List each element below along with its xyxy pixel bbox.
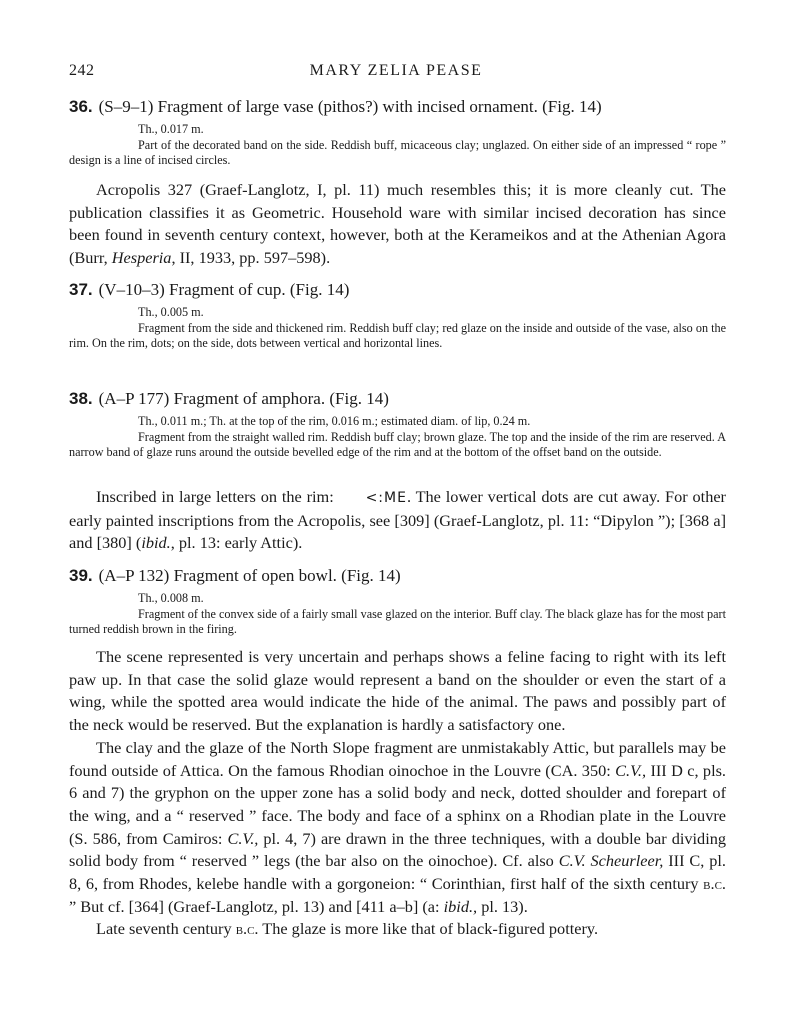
entry-36-comment-part1: Acropolis 327 (Graef-Langlotz, I, pl. 11) much resembles this; it is more cleanly cut. The publication classifies it as Geometric. Household ware with similar incised decoration has since been found in seventh century context, however, both at the Kerameikos and at the Athenian Agora (Burr,	[69, 180, 726, 268]
p2-cv-ref-1: C.V.,	[615, 760, 647, 780]
entry-39-thickness: Th., 0.008 m.	[138, 591, 204, 605]
entry-37-thickness: Th., 0.005 m.	[138, 305, 204, 319]
entry-36-details	[69, 122, 726, 169]
entry-39-paragraph-2	[69, 737, 726, 919]
entry-37-details	[69, 305, 726, 352]
p2-cv-ref-2: C.V.,	[227, 828, 259, 848]
entry-38-description: Fragment from the straight walled rim. Reddish buff clay; brown glaze. The top and the inside of the rim are reserved. A narrow band of glaze runs around the outside bevelled edge of the rim and at the bottom of the offset band on the outside.	[69, 429, 726, 459]
entry-36-comment	[69, 179, 726, 270]
entry-39-description: Fragment of the convex side of a fairly small vase glazed on the interior. Buff clay. The black glaze has for the most part turned reddish brown in the firing.	[69, 606, 726, 636]
p2-cv-ref-3: C.V. Scheurleer,	[558, 851, 664, 871]
p3-text-a: Late seventh century	[96, 919, 236, 939]
entry-36-thickness: Th., 0.017 m.	[138, 122, 204, 136]
p2-text-d: III C, pl. 8, 6, from Rhodes, kelebe handle with a gorgoneion: “ Corinthian, first half of the sixth century	[69, 851, 727, 894]
entry-36-description: Part of the decorated band on the side. Reddish buff, micaceous clay; unglazed. On either side of an impressed “ rope ” design is a line of incised circles.	[69, 137, 726, 167]
entry-37-description: Fragment from the side and thickened rim. Reddish buff clay; red glaze on the inside and outside of the vase, also on the rim. On the rim, dots; on the side, dots between vertical and horizontal lines.	[69, 320, 726, 350]
entry-38-title: (A–P 177) Fragment of amphora. (Fig. 14)	[98, 389, 389, 408]
entry-37-title: (V–10–3) Fragment of cup. (Fig. 14)	[98, 280, 350, 299]
inscription-letters: <:ME	[365, 490, 407, 506]
entry-37-number: 37.	[69, 280, 93, 299]
entry-38-heading	[69, 389, 389, 409]
running-title: MARY ZELIA PEASE	[309, 62, 483, 79]
entry-36-heading	[69, 97, 602, 117]
entry-39-number: 39.	[69, 566, 93, 585]
entry-36-title: (S–9–1) Fragment of large vase (pithos?) with incised ornament. (Fig. 14)	[98, 97, 602, 116]
entry-39-paragraph-3	[69, 918, 726, 941]
entry-36-number: 36.	[69, 97, 93, 116]
entry-38-details	[69, 414, 726, 461]
entry-39-heading	[69, 566, 401, 586]
entry-39-discussion	[69, 646, 726, 941]
entry-38-thickness: Th., 0.011 m.; Th. at the top of the rim, 0.016 m.; estimated diam. of lip, 0.24 m.	[138, 414, 531, 428]
p2-text-f: pl. 13).	[477, 896, 528, 916]
entry-38-number: 38.	[69, 389, 93, 408]
p2-text-c: pl. 4, 7) are drawn in the three techniques, with a double bar dividing solid body from “ reserved ” legs (the bar also on the oinochoe). Cf. also	[69, 828, 726, 871]
entry-38-comment-part3: , pl. 13: early Attic).	[170, 533, 303, 553]
p3-text-b: The glaze is more like that of black-figured pottery.	[258, 919, 599, 939]
p2-text-b: III D c, pls. 6 and 7) the gryphon on the upper zone has a solid body and neck, dotted shoulder and forepart of the wing, and a “ reserved ” face. The body and face of a sphinx on a Rhodian plate in the Louvre (S. 586, from Camiros:	[69, 760, 726, 848]
p2-text-e: ” But cf. [364] (Graef-Langlotz, pl. 13) and [411 a–b] (a:	[69, 896, 444, 916]
entry-36-comment-part2: , II, 1933, pp. 597–598).	[171, 248, 331, 268]
entry-39-title: (A–P 132) Fragment of open bowl. (Fig. 14)	[98, 566, 401, 585]
p3-bc: b.c.	[235, 919, 259, 939]
entry-39-details	[69, 591, 726, 638]
entry-38-comment	[69, 486, 726, 555]
p2-text-a: The clay and the glaze of the North Slope fragment are unmistakably Attic, but parallels may be found outside of Attica. On the famous Rhodian oinochoe in the Louvre (CA. 350:	[69, 737, 726, 780]
page-number: 242	[69, 62, 95, 79]
entry-37-heading	[69, 280, 349, 300]
entry-38-comment-part2: . The lower vertical dots are cut away. For other early painted inscriptions from the Acropolis, see [309] (Graef-Langlotz, pl. 11: “Dipylon ”); [368 a] and [380] (	[69, 487, 726, 553]
entry-36-comment-italic: Hesperia	[111, 248, 172, 268]
p2-bc: b.c.	[703, 874, 726, 894]
entry-38-comment-part1: Inscribed in large letters on the rim:	[96, 487, 339, 506]
entry-39-paragraph-1: The scene represented is very uncertain and perhaps shows a feline facing to right with its left paw up. In that case the solid glaze would represent a band on the shoulder or even the start of a wing, while the spotted area would indicate the hide of the animal. The paws and possibly part of the neck would be reserved. But the explanation is hardly a satisfactory one.	[69, 647, 726, 735]
entry-38-comment-italic: ibid.	[141, 533, 171, 553]
p2-ibid: ibid.,	[443, 896, 478, 916]
